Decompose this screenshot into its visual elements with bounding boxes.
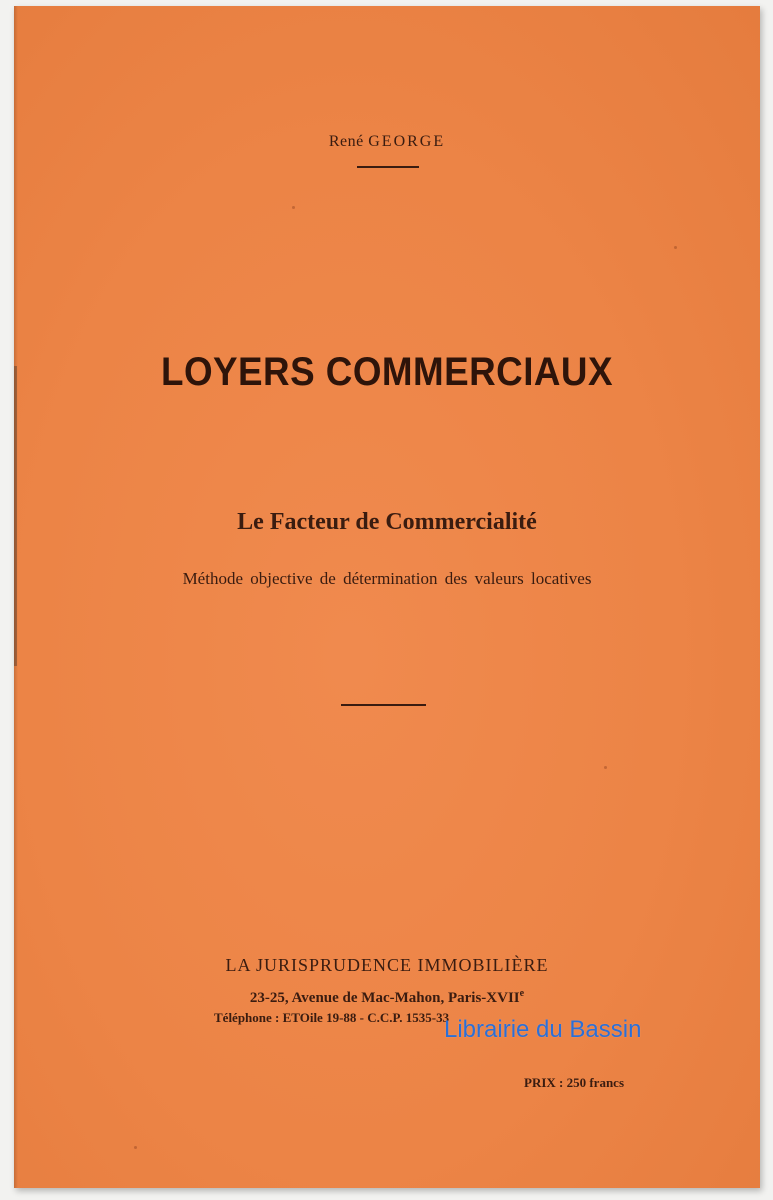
publisher-phone: Téléphone : ETOile 19-88 - C.C.P. 1535-33 xyxy=(214,1010,450,1025)
book-tagline: Méthode objective de détermination des valeurs locatives xyxy=(182,569,592,588)
book-title: LOYERS COMMERCIAUX xyxy=(161,350,613,394)
paper-speck xyxy=(604,766,607,769)
paper-speck xyxy=(134,1146,137,1149)
price-label: PRIX : 250 francs xyxy=(524,1075,625,1090)
section-divider xyxy=(341,704,426,706)
author-name xyxy=(14,133,760,151)
paper-speck xyxy=(292,206,295,209)
author-last-name: GEORGE xyxy=(368,133,446,150)
book-cover xyxy=(14,6,760,1188)
seller-watermark: Librairie du Bassin xyxy=(444,1016,642,1043)
address-superscript: e xyxy=(519,988,525,999)
author-divider xyxy=(357,166,419,168)
author-first-name: René xyxy=(328,133,364,150)
paper-speck xyxy=(674,246,677,249)
publisher-name: LA JURISPRUDENCE IMMOBILIÈRE xyxy=(225,955,549,975)
book-subtitle: Le Facteur de Commercialité xyxy=(237,509,537,535)
publisher-address xyxy=(14,988,760,1007)
address-text: 23-25, Avenue de Mac-Mahon, Paris-XVII xyxy=(249,990,520,1006)
